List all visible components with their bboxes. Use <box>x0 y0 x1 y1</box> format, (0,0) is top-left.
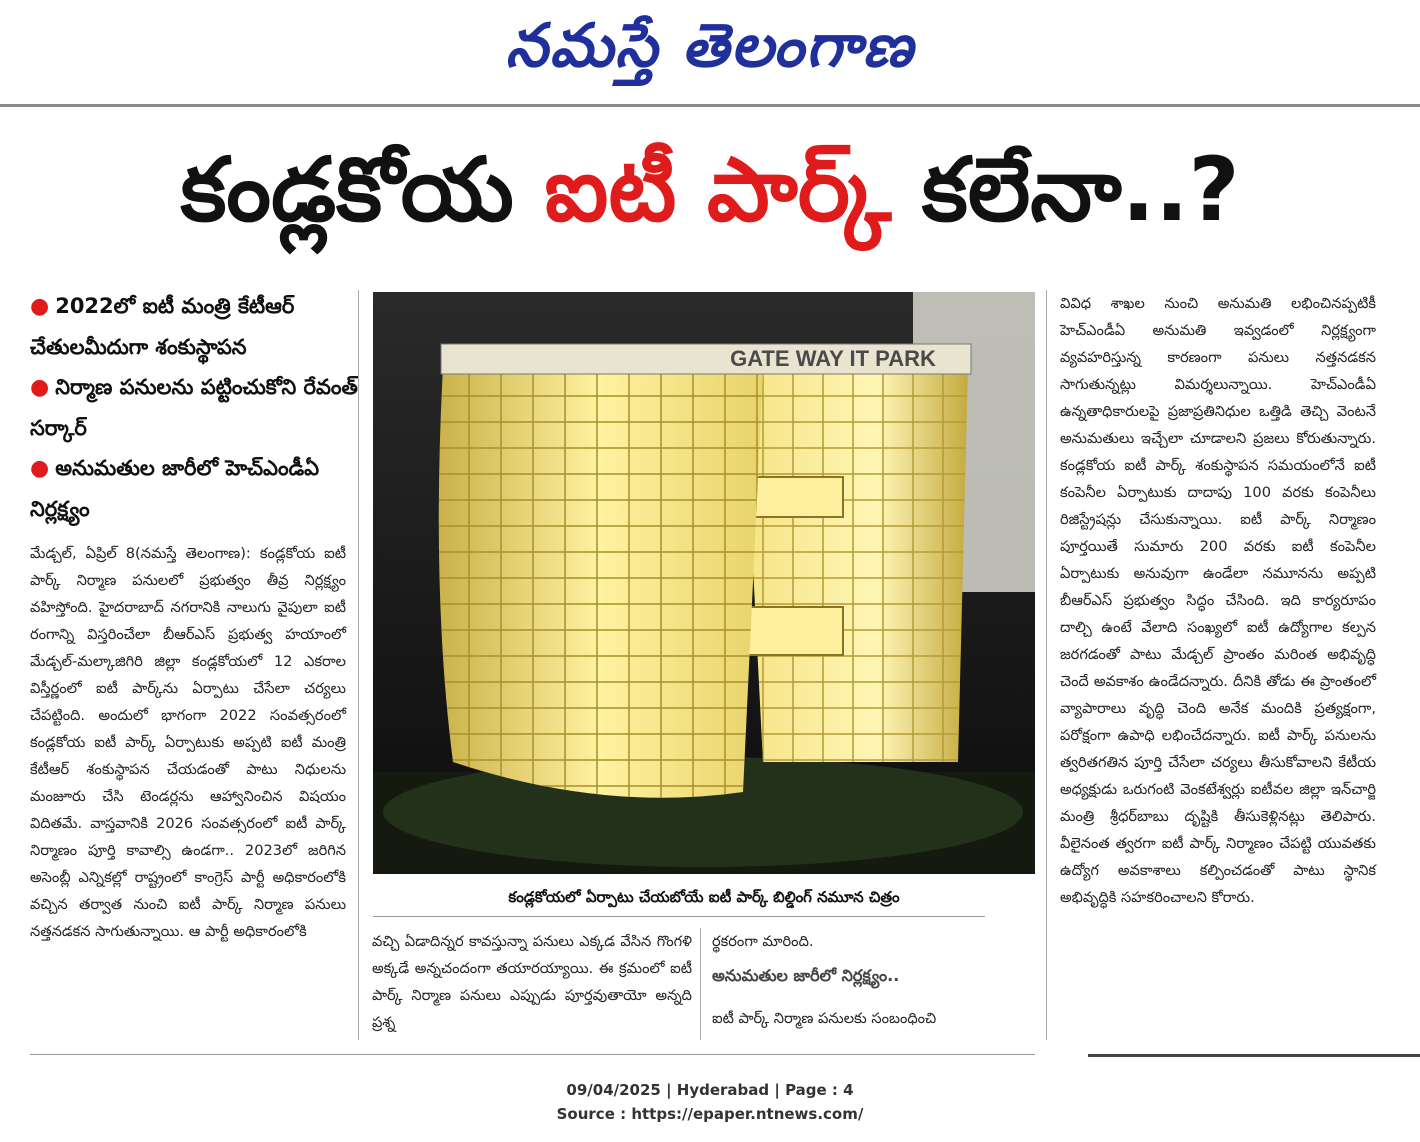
headline-part-1: కండ్లకోయ <box>180 138 545 241</box>
highlight-text: 2022లో ఐటీ మంత్రి కేటీఆర్ చేతులమీదుగా శంకుస్థాపన <box>30 294 295 359</box>
highlight-item <box>30 448 360 529</box>
footer-date-line: 09/04/2025 | Hyderabad | Page : 4 <box>566 1081 854 1099</box>
highlight-text: నిర్మాణ పనులను పట్టించుకోని రేవంత్ సర్కార్ <box>30 375 358 440</box>
article-column-3 <box>1060 290 1376 911</box>
masthead-rule <box>0 104 1420 107</box>
footer-source-line: Source : https://epaper.ntnews.com/ <box>556 1105 864 1123</box>
article-column-2a <box>372 928 692 1036</box>
article-column-1 <box>30 540 346 945</box>
bottom-rule-right <box>1088 1054 1420 1057</box>
bullet-icon: ● <box>30 375 50 400</box>
column-divider <box>1046 290 1047 1040</box>
footer <box>0 1078 1420 1126</box>
building-sign: GATE WAY IT PARK <box>730 346 936 371</box>
masthead: నమస్తే తెలంగాణ <box>505 11 915 81</box>
bullet-icon: ● <box>30 294 50 319</box>
building-left <box>439 367 763 798</box>
article-text: వచ్చి ఏడాదిన్నర కావస్తున్నా పనులు ఎక్కడ వేసిన గొంగళి అక్కడే అన్నచందంగా తయారయ్యాయి. ఈ క్రమంలో ఐటీ పార్క్ నిర్మాణ పనులు ఎప్పుడు పూర్తవుతాయో అన్నది ప్రశ్న <box>372 933 692 1031</box>
highlight-item <box>30 367 360 448</box>
photo-caption: కండ్లకోయలో ఏర్పాటు చేయబోయే ఐటీ పార్క్ బిల్డింగ్ నమూన చిత్రం <box>508 888 900 906</box>
caption-rule <box>373 916 985 917</box>
subheading: అనుమతుల జారీలో నిర్లక్ష్యం.. <box>712 966 900 985</box>
article-text: వివిధ శాఖల నుంచి అనుమతి లభించినప్పటికీ హెచ్ఎండీఏ అనుమతి ఇవ్వడంలో నిర్లక్ష్యంగా వ్యవహరిస్తున్న కారణంగా పనులు నత్తనడకన సాగుతున్నట్లు విమర్శలున్నాయి. హెచ్ఎండీఏ ఉన్నతాధికారులపై ప్రజాప్రతినిధుల ఒత్తిడి తెచ్చి వెంటనే అనుమతులు ఇచ్చేలా చూడాలని ప్రజలు కోరుతున్నారు. కండ్లకోయ ఐటీ పార్క్ శంకుస్థాపన సమయంలోనే ఐటీ కంపెనీల ఏర్పాటుకు దాదాపు 100 వరకు కంపెనీలు రిజిస్ట్రేషన్లు చేసుకున్నాయి. ఐటీ పార్క్ నిర్మాణం పూర్తయితే సుమారు 200 వరకు ఐటీ కంపెనీల ఏర్పాటుకు అనువుగా ఉండేలా నమూనను అప్పటి బీఆర్ఎస్ ప్రభుత్వం సిద్ధం చేసింది. ఇది కార్యరూపం దాల్చి ఉంటే వేలాది సంఖ్యలో ఐటీ ఉద్యోగాల కల్పన జరగడంతో పాటు మేడ్చల్ ప్రాంతం మరింత అభివృద్ధి చెందే అవకాశం ఉండేదన్నారు. దీనికి తోడు ఈ ప్రాంతంలో వ్యాపారాలు వృద్ధి చెంది అనేక మందికి ప్రత్యక్షంగా, పరోక్షంగా ఉపాధి లభించేదన్నారు. ఐటీ పార్క్ పనులను త్వరితగతిన పూర్తి చేసేలా చర్యలు తీసుకోవాలని కేటీయ అధ్యక్షుడు ఒరుగంటి వెంకటేశ్వర్లు ఐటీవల జిల్లా ఇన్‌చార్జి మంత్రి శ్రీధర్‌బాబు దృష్టికి తీసుకెళ్లినట్లు తెలిపారు. వీలైనంత త్వరగా ఐటీ పార్క్ నిర్మాణం చేపట్టి యువతకు ఉద్యోగ అవకాశాలు కల్పించడంతో పాటు స్థానిక అభివృద్ధికి సహకరించాలని కోరారు. <box>1060 295 1376 906</box>
headline-part-2: ఐటీ పార్క్ <box>544 138 892 241</box>
article-text: ఐటీ పార్క్ నిర్మాణ పనులకు సంబంధించి <box>712 1010 937 1027</box>
bullet-icon: ● <box>30 456 50 481</box>
bottom-rule <box>30 1054 1035 1055</box>
article-text: మేడ్చల్, ఏప్రిల్ 8(నమస్తే తెలంగాణ): కండ్లకోయ ఐటీ పార్క్ నిర్మాణ పనులలో ప్రభుత్వం తీవ్ర నిర్లక్ష్యం వహిస్తోంది. హైదరాబాద్ నగరానికి నాలుగు వైపులా ఐటీ రంగాన్ని విస్తరించేలా బీఆర్ఎస్ ప్రభుత్వ హయాంలో మేడ్చల్-మల్కాజిగిరి జిల్లా కండ్లకోయలో 12 ఎకరాల విస్తీర్ణంలో ఐటీ పార్క్‌ను ఏర్పాటు చేసేలా చర్యలు చేపట్టింది. అందులో భాగంగా 2022 సంవత్సరంలో కండ్లకోయ ఐటీ పార్క్ ఏర్పాటుకు అప్పటి ఐటీ మంత్రి కేటీఆర్ శంకుస్థాపన చేయడంతో పాటు నిధులను మంజూరు చేసి టెండర్లను ఆహ్వానించిన విషయం విదితమే. వాస్తవానికి 2026 సంవత్సరంలో ఐటీ పార్క్ నిర్మాణం పూర్తి కావాల్సి ఉండగా.. 2023లో జరిగిన అసెంబ్లీ ఎన్నికల్లో రాష్ట్రంలో కాంగ్రెస్ పార్టీ అధికారంలోకి వచ్చిన తర్వాత నుంచి ఐటీ పార్క్ నిర్మాణ పనులు నత్తనడకన సాగుతున్నాయి. ఆ పార్టీ అధికారంలోకి <box>30 545 346 940</box>
column-divider <box>358 290 359 1040</box>
highlight-item <box>30 286 360 367</box>
highlights-list <box>30 286 360 529</box>
building-photo <box>373 292 1035 874</box>
highlight-text: అనుమతుల జారీలో హెచ్ఎండీఏ నిర్లక్ష్యం <box>30 456 320 521</box>
headline <box>0 130 1420 250</box>
article-column-2b <box>712 928 982 1032</box>
article-text: ర్థకరంగా మారింది. <box>712 933 814 950</box>
building-right <box>743 367 968 762</box>
column-divider <box>700 928 701 1040</box>
headline-part-3: కలేనా..? <box>891 138 1240 241</box>
